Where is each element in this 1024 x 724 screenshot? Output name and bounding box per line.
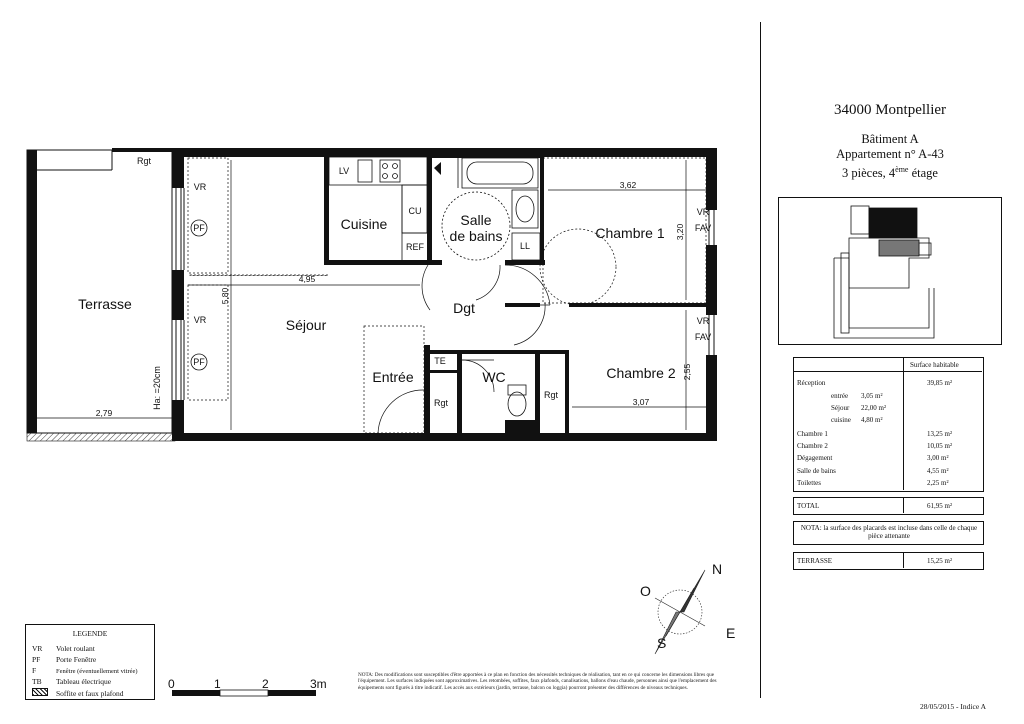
surface-table-col-divider [903, 357, 904, 490]
te-label: TE [434, 356, 446, 366]
scale-label-0: 0 [168, 677, 175, 691]
dim-320: 3,20 [675, 223, 685, 241]
surface-chambre1-value: 13,25 m² [927, 430, 953, 438]
ha-label: Ha: =20cm [152, 366, 162, 410]
surface-total-value: 61,95 m² [927, 502, 953, 510]
ref-label: REF [406, 242, 424, 252]
surface-toilettes-label: Toilettes [797, 479, 822, 487]
building-info [776, 132, 1004, 181]
interior-walls [324, 155, 707, 433]
scale-label-2: 2 [262, 677, 269, 691]
disclaimer-note: NOTA: Des modifications sont susceptibles d'être apportées à ce plan en fonction des nécessités techniques de réalisation, tant en ce qui concerne les dimensions libres que l'équipement. Les surfaces indiquées sont approximatives. Les retombées, soffites, faux plafonds, canalisations, ballons d'eau chaude, personnes ainsi que l'emplacement des équipements sont figurés à titre indicatif. Les accès aux extérieurs (jardin, terrasse, balcon ou loggia) pourront présenter des différences de niveaux techniques. [358, 672, 717, 691]
panel-divider [760, 22, 761, 698]
address-title: 34000 Montpellier [833, 102, 947, 118]
pf-left-top-label: PF [193, 223, 205, 233]
surface-sub-sejour-value: 22,00 m² [861, 404, 887, 412]
surface-sdb-label: Salle de bains [797, 467, 836, 475]
surface-note: NOTA: la surface des placards est incluse dans celle de chaque pièce attenante [800, 524, 978, 540]
room-sejour-label: Séjour [285, 317, 327, 333]
legend-text: Soffite et faux plafond [56, 689, 124, 698]
legend-code: PF [32, 655, 41, 664]
building-line3 [776, 162, 1004, 181]
room-wc-label: WC [482, 369, 506, 385]
legend-text: Tableau électrique [56, 677, 112, 686]
key-plan-drawing [779, 198, 1001, 344]
surface-sub-cuisine-label: cuisine [831, 416, 851, 424]
building-line3-sup: ème [895, 165, 909, 174]
surface-total-box [793, 497, 984, 515]
door-swings [378, 265, 550, 433]
dashed-soffits [188, 158, 706, 433]
rgt-entree-label: Rgt [433, 398, 449, 408]
surface-table-header-divider [793, 371, 982, 372]
surface-reception-label: Réception [797, 379, 826, 387]
compass-e: E [726, 625, 736, 641]
cu-label: CU [408, 206, 422, 216]
footer-date: 28/05/2015 - Indice A [920, 702, 987, 711]
dim-580: 5,80 [220, 287, 230, 305]
room-terrasse-label: Terrasse [78, 296, 132, 312]
surface-terrasse-value: 15,25 m² [927, 557, 953, 565]
room-chambre1-label: Chambre 1 [595, 225, 665, 241]
scale-label-1: 1 [214, 677, 221, 691]
vr-left-top-label: VR [193, 182, 207, 192]
surface-sdb-value: 4,55 m² [927, 467, 949, 475]
lv-label: LV [338, 166, 350, 176]
pf-left-bottom-label: PF [193, 357, 205, 367]
legend-title: LEGENDE [72, 629, 108, 638]
legend-row-pf [32, 655, 96, 664]
surface-sub-cuisine-value: 4,80 m² [861, 416, 883, 424]
compass-o: O [640, 583, 651, 599]
room-salle-de-bains-label-2: de bains [449, 228, 503, 244]
room-chambre2-label: Chambre 2 [606, 365, 676, 381]
hatch-swatch-icon [32, 688, 56, 698]
ll-label: LL [519, 241, 531, 251]
building-line1: Bâtiment A [861, 132, 919, 146]
legend-code: F [32, 666, 37, 675]
fav-right-top-label: FAV [694, 223, 712, 233]
key-plan [778, 197, 1002, 345]
dim-307: 3,07 [632, 397, 650, 407]
legend-text: Fenêtre (éventuellement vitrée) [56, 668, 138, 675]
dimension-lines [37, 160, 706, 430]
surface-total-label: TOTAL [797, 502, 820, 510]
surface-header: Surface habitable [910, 361, 959, 369]
scale-bar [172, 690, 316, 696]
surface-degagement-value: 3,00 m² [927, 454, 949, 462]
rgt-chambre2-label: Rgt [543, 390, 559, 400]
legend-text: Porte Fenêtre [56, 655, 97, 664]
vr-left-bottom-label: VR [193, 315, 207, 325]
pf-markers [191, 220, 207, 370]
surface-toilettes-value: 2,25 m² [927, 479, 949, 487]
surface-chambre2-label: Chambre 2 [797, 442, 828, 450]
surface-sub-entree-label: entrée [831, 392, 849, 400]
room-cuisine-label: Cuisine [340, 216, 388, 232]
dim-255: 2,55 [682, 363, 692, 381]
building-line2: Appartement n° A-43 [836, 147, 944, 161]
surface-chambre1-label: Chambre 1 [797, 430, 828, 438]
legend-box [25, 624, 155, 700]
surface-sub-sejour-label: Séjour [831, 404, 850, 412]
surface-total-divider [903, 497, 904, 513]
legend-row-f [32, 666, 138, 675]
rgt-terrace-label: Rgt [136, 156, 152, 166]
legend-row-tb [32, 677, 111, 686]
room-dgt-label: Dgt [453, 300, 475, 316]
triangle-marker-icon [434, 162, 441, 175]
compass-n: N [712, 561, 723, 577]
scale-label-3: 3m [310, 677, 327, 691]
surface-terrasse-label: TERRASSE [797, 557, 833, 565]
dim-279: 2,79 [95, 408, 113, 418]
vr-right-top-label: VR [696, 207, 710, 217]
room-entree-label: Entrée [372, 369, 414, 385]
surface-chambre2-value: 10,05 m² [927, 442, 953, 450]
surface-sub-entree-value: 3,05 m² [861, 392, 883, 400]
building-line3-prefix: 3 pièces, 4 [842, 166, 896, 181]
dim-495: 4,95 [298, 274, 316, 284]
vr-right-bottom-label: VR [696, 316, 710, 326]
fav-right-bottom-label: FAV [694, 332, 712, 342]
legend-code: VR [32, 644, 43, 653]
building-line3-suffix: étage [908, 166, 938, 181]
legend-row-soffite [32, 688, 124, 698]
room-salle-de-bains-label-1: Salle [460, 212, 492, 228]
compass-s: S [657, 635, 667, 651]
dim-362: 3,62 [619, 180, 637, 190]
surface-reception-value: 39,85 m² [927, 379, 953, 387]
surface-degagement-label: Dégagement [797, 454, 833, 462]
legend-row-vr [32, 644, 95, 653]
legend-code: TB [32, 677, 42, 686]
wc-fixtures [508, 385, 526, 416]
legend-text: Volet roulant [56, 644, 95, 653]
surface-terrasse-divider [903, 552, 904, 568]
